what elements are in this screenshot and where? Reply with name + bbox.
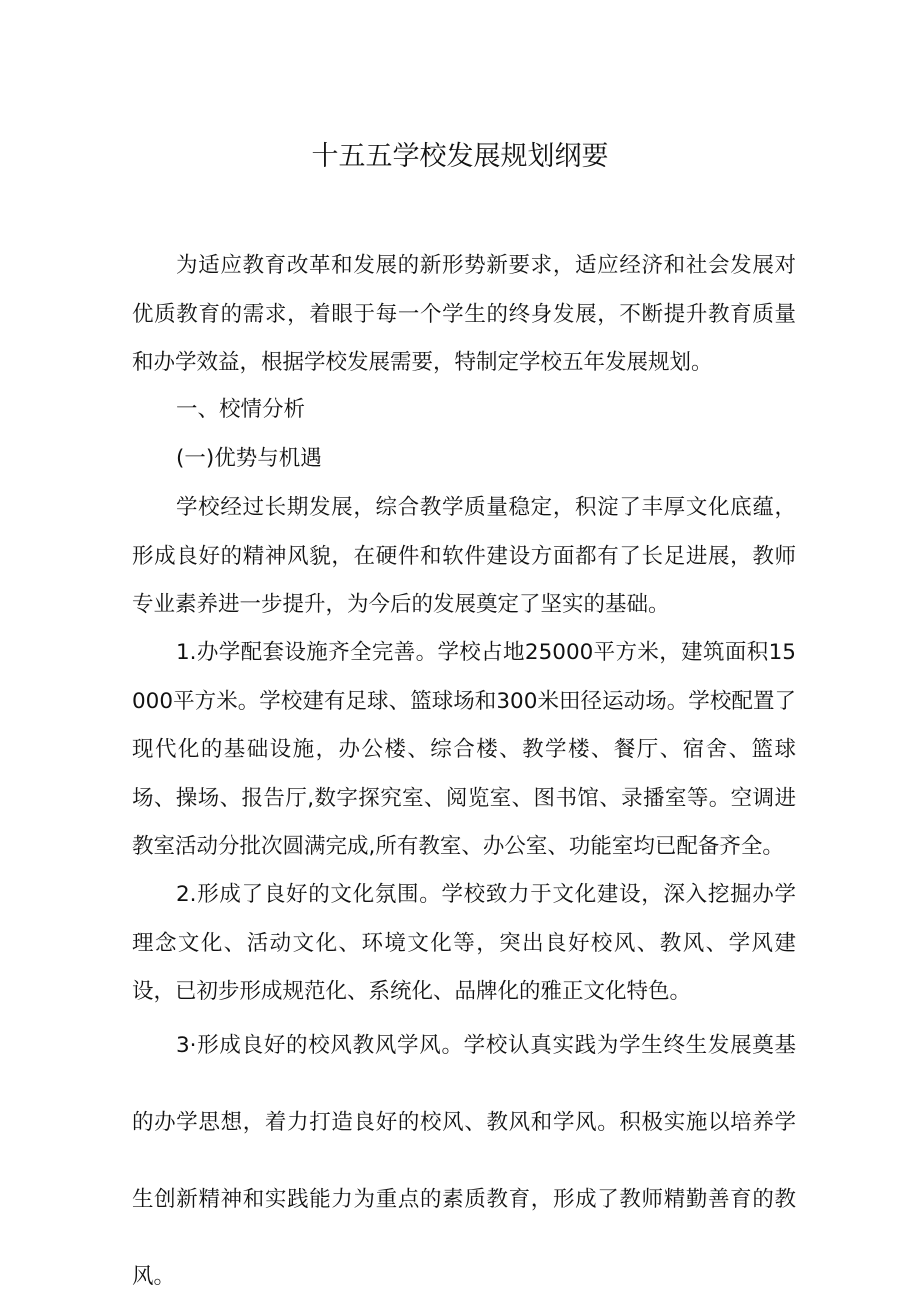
item-2-paragraph: 2.形成了良好的文化氛围。学校致力于文化建设，深入挖掘办学理念文化、活动文化、环境文化等，突出良好校风、教风、学风建设，已初步形成规范化、系统化、品牌化的雅正文化特色。 <box>132 882 796 1004</box>
item-3-paragraph: 3·形成良好的校风教风学风。学校认真实践为学生终生发展奠基的办学思想，着力打造良好的校风、教风和学风。积极实施以培养学生创新精神和实践能力为重点的素质教育，形成了教师精勤善育的教风。 <box>132 1033 796 1289</box>
overview-paragraph: 学校经过长期发展，综合教学质量稳定，积淀了丰厚文化底蕴，形成良好的精神风貌，在硬件和软件建设方面都有了长足进展，教师专业素养进一步提升，为今后的发展奠定了坚实的基础。 <box>132 495 796 617</box>
subsection-heading: (一)优势与机遇 <box>176 446 322 471</box>
intro-paragraph: 为适应教育改革和发展的新形势新要求，适应经济和社会发展对优质教育的需求，着眼于每一个学生的终身发展，不断提升教育质量和办学效益，根据学校发展需要，特制定学校五年发展规划。 <box>132 253 796 375</box>
section-heading: 一、校情分析 <box>176 397 306 422</box>
item-1-paragraph: 1.办学配套设施齐全完善。学校占地25000平方米，建筑面积15000平方米。学校建有足球、篮球场和300米田径运动场。学校配置了现代化的基础设施，办公楼、综合楼、教学楼、餐厅、宿舍、篮球场、操场、报告厅,数字探究室、阅览室、图书馆、录播室等。空调进教室活动分批次圆满完成,所有教室、办公室、功能室均已配备齐全。 <box>132 640 796 859</box>
document-title: 十五五学校发展规划纲要 <box>311 141 609 172</box>
